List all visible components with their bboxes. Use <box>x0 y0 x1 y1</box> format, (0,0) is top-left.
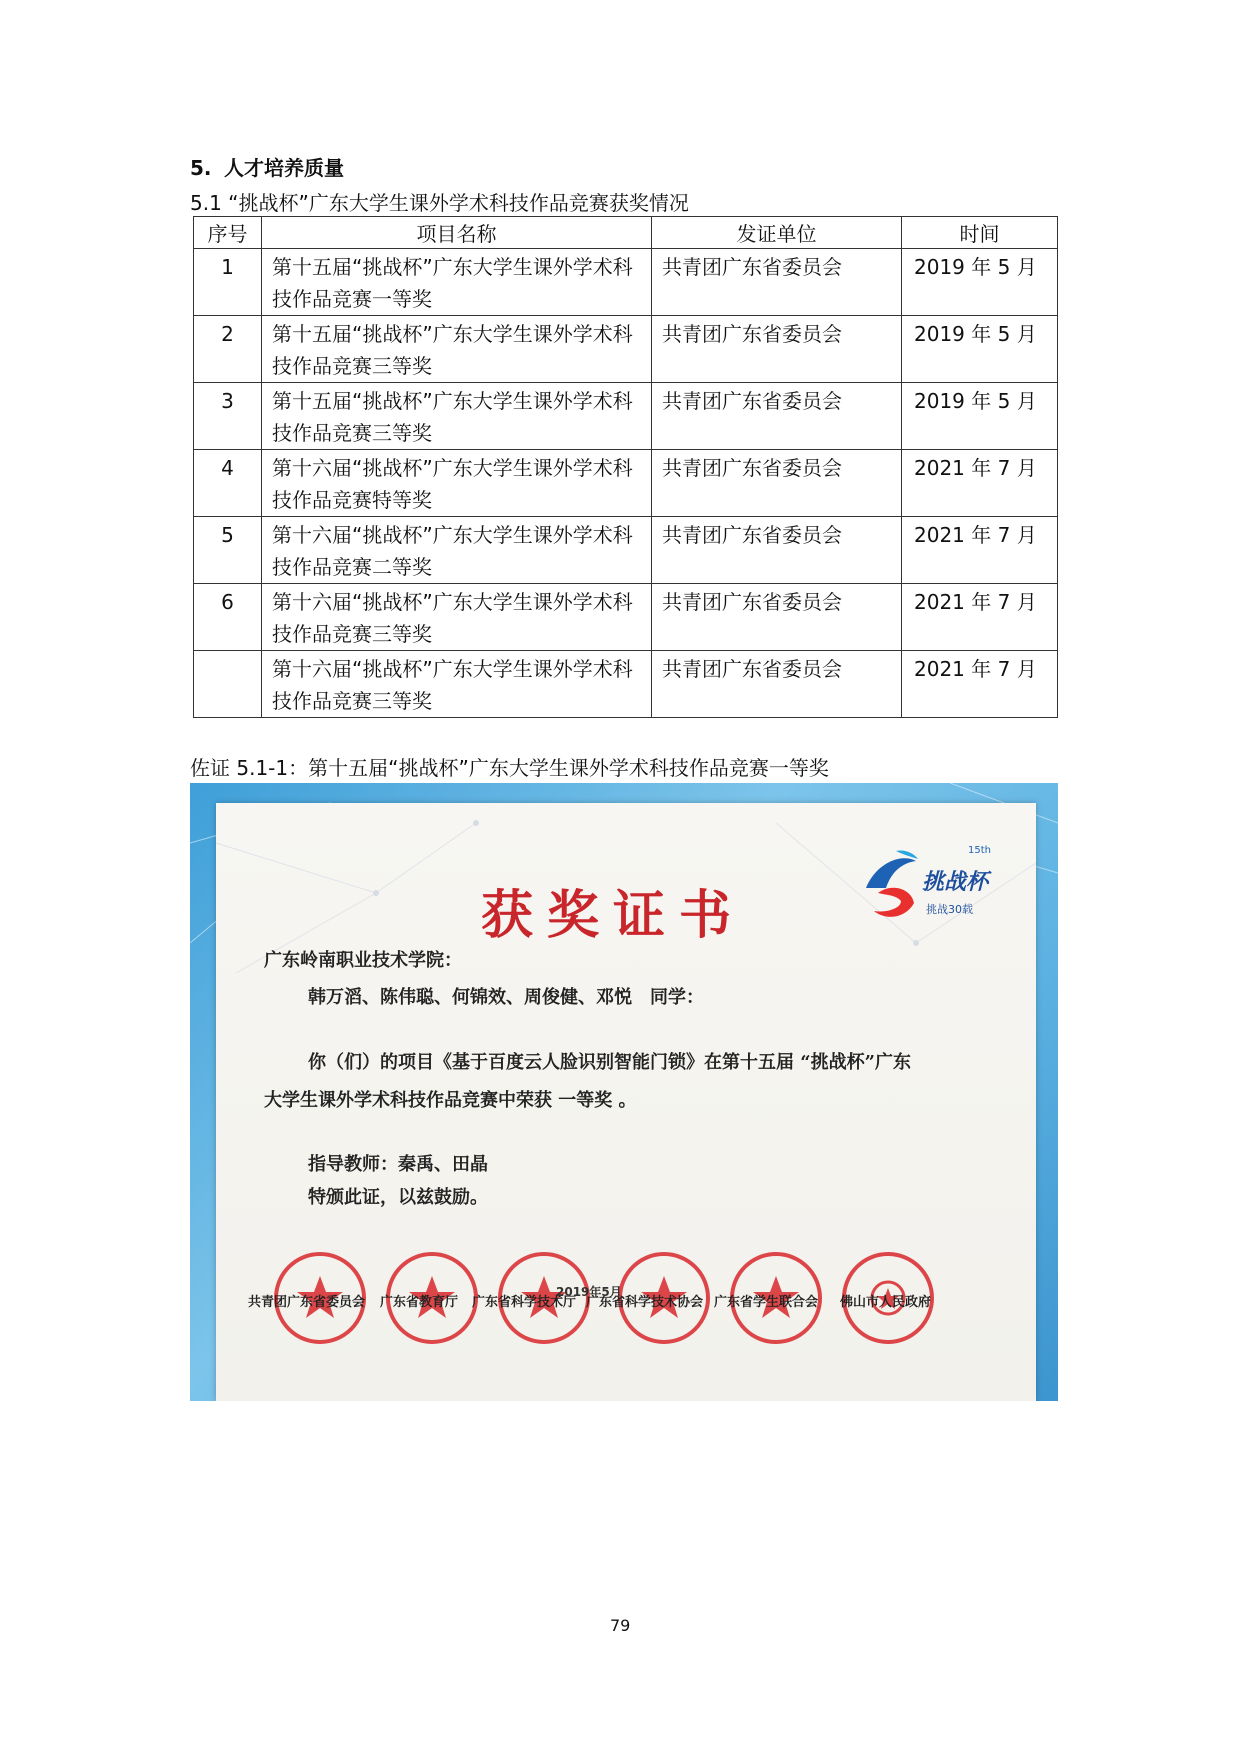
section-heading <box>190 152 344 181</box>
certificate-body-line2: 大学生课外学术科技作品竞赛中荣获 一等奖 。 <box>264 1090 637 1111</box>
row-issuer: 共青团广东省委员会 <box>652 517 902 584</box>
organization-5: 广东省学生联合会 <box>714 1295 819 1310</box>
subsection-title: 5.1 “挑战杯”广东大学生课外学术科技作品竞赛获奖情况 <box>190 191 689 215</box>
certificate-title: 获奖证书 <box>481 885 746 946</box>
logo-badge: 15th <box>968 845 991 856</box>
row-time: 2021 年 7 月 <box>902 450 1058 517</box>
row-index: 1 <box>194 249 262 316</box>
row-time: 2019 年 5 月 <box>902 249 1058 316</box>
row-issuer: 共青团广东省委员会 <box>652 383 902 450</box>
header-issuer: 发证单位 <box>652 217 902 249</box>
table-header-row <box>194 217 1058 249</box>
logo-subtitle: 挑战30载 <box>926 903 973 916</box>
table-row <box>194 651 1058 718</box>
row-index: 4 <box>194 450 262 517</box>
row-time: 2019 年 5 月 <box>902 383 1058 450</box>
table-row <box>194 450 1058 517</box>
row-index <box>194 651 262 718</box>
challenge-cup-logo-icon <box>856 843 926 923</box>
row-project-name: 第十五届“挑战杯”广东大学生课外学术科技作品竞赛三等奖 <box>262 316 652 383</box>
row-issuer: 共青团广东省委员会 <box>652 651 902 718</box>
organization-6: 佛山市人民政府 <box>840 1295 932 1310</box>
table-row <box>194 584 1058 651</box>
header-project-name: 项目名称 <box>262 217 652 249</box>
row-issuer: 共青团广东省委员会 <box>652 249 902 316</box>
row-time: 2021 年 7 月 <box>902 651 1058 718</box>
row-issuer: 共青团广东省委员会 <box>652 450 902 517</box>
section-title-text: 人才培养质量 <box>224 156 344 180</box>
row-index: 5 <box>194 517 262 584</box>
row-index: 2 <box>194 316 262 383</box>
row-time: 2021 年 7 月 <box>902 584 1058 651</box>
header-time: 时间 <box>902 217 1058 249</box>
certificate-closing: 特颁此证，以兹鼓励。 <box>308 1187 488 1208</box>
row-project-name: 第十六届“挑战杯”广东大学生课外学术科技作品竞赛三等奖 <box>262 584 652 651</box>
certificate-students: 韩万滔、陈伟聪、何锦效、周俊健、邓悦 同学： <box>308 987 704 1008</box>
row-project-name: 第十六届“挑战杯”广东大学生课外学术科技作品竞赛三等奖 <box>262 651 652 718</box>
row-project-name: 第十六届“挑战杯”广东大学生课外学术科技作品竞赛二等奖 <box>262 517 652 584</box>
page-number: 79 <box>610 1616 631 1635</box>
certificate-body-line1: 你（们）的项目《基于百度云人脸识别智能门锁》在第十五届 “挑战杯”广东 <box>308 1052 911 1073</box>
certificate-school: 广东岭南职业技术学院： <box>264 950 462 971</box>
table-row <box>194 249 1058 316</box>
row-issuer: 共青团广东省委员会 <box>652 584 902 651</box>
row-project-name: 第十五届“挑战杯”广东大学生课外学术科技作品竞赛一等奖 <box>262 249 652 316</box>
organization-3: 广东省科学技术厅 <box>472 1295 577 1310</box>
table-row <box>194 316 1058 383</box>
row-index: 3 <box>194 383 262 450</box>
certificate-paper <box>216 803 1036 1401</box>
row-issuer: 共青团广东省委员会 <box>652 316 902 383</box>
row-index: 6 <box>194 584 262 651</box>
challenge-cup-logo <box>856 843 1006 923</box>
organization-2: 广东省教育厅 <box>380 1295 459 1310</box>
awards-table <box>193 216 1058 718</box>
row-project-name: 第十六届“挑战杯”广东大学生课外学术科技作品竞赛特等奖 <box>262 450 652 517</box>
row-time: 2021 年 7 月 <box>902 517 1058 584</box>
certificate-photo <box>190 783 1058 1401</box>
section-number: 5. <box>190 156 212 180</box>
organization-4: 广东省科学技术协会 <box>586 1295 704 1310</box>
certificate-date: 2019年5月 <box>556 1285 622 1299</box>
header-index: 序号 <box>194 217 262 249</box>
logo-text: 挑战杯 <box>922 869 989 895</box>
row-time: 2019 年 5 月 <box>902 316 1058 383</box>
row-project-name: 第十五届“挑战杯”广东大学生课外学术科技作品竞赛三等奖 <box>262 383 652 450</box>
figure-caption: 佐证 5.1-1：第十五届“挑战杯”广东大学生课外学术科技作品竞赛一等奖 <box>190 756 829 780</box>
table-row <box>194 383 1058 450</box>
table-row <box>194 517 1058 584</box>
certificate-advisor: 指导教师：秦禹、田晶 <box>308 1154 488 1175</box>
organization-1: 共青团广东省委员会 <box>248 1295 366 1310</box>
